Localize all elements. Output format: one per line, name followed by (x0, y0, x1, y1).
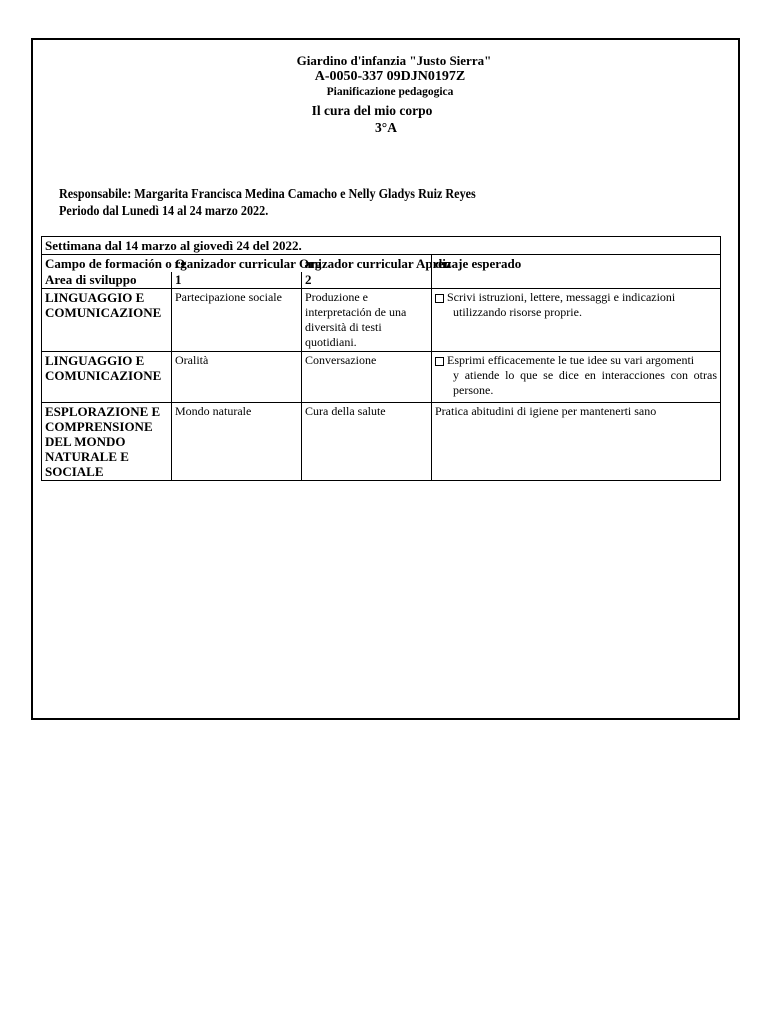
document-type: Pianificazione pedagogica (326, 86, 454, 98)
school-code: A-0050-337 09DJN0197Z (314, 69, 466, 84)
table-row (42, 352, 721, 403)
subheader-empty (432, 272, 721, 289)
row-organizador-1: Partecipazione sociale (172, 289, 302, 352)
table-header-row (42, 255, 721, 273)
row-area: LINGUAGGIO E COMUNICAZIONE (42, 352, 172, 403)
checkbox-bullet-icon (435, 294, 444, 303)
periodo-line: Periodo dal Lunedì 14 al 24 marzo 2022. (59, 203, 269, 218)
table-subheader-row (42, 272, 721, 289)
plan-topic: Il cura del mio corpo (311, 103, 433, 118)
header-aprendizaje: dizaje esperado (432, 255, 721, 273)
header-organizador-1: rganizador curricular Org (174, 256, 322, 271)
checkbox-bullet-icon (435, 357, 444, 366)
aprendizaje-line-1: Pratica abitudini di igiene per mantenerti sano (435, 404, 657, 418)
row-organizador-1: Oralità (172, 352, 302, 403)
row-area: LINGUAGGIO E COMUNICAZIONE (42, 289, 172, 352)
table-row (42, 403, 721, 481)
subheader-1: 1 (172, 272, 302, 289)
table-row (42, 289, 721, 352)
header-campo: Campo de formación o O (42, 255, 172, 273)
row-aprendizaje (432, 352, 721, 403)
row-aprendizaje (432, 289, 721, 352)
aprendizaje-line-2: utilizzando risorse proprie. (453, 305, 582, 319)
aprendizaje-line-1: Scrivi istruzioni, lettere, messaggi e indicazioni (447, 290, 676, 304)
aprendizaje-line-2: y atiende lo que se dice en interacciones con otras persone. (453, 368, 717, 397)
header-organizador-2: anizador curricular Apren (304, 256, 452, 271)
week-row (42, 237, 721, 255)
aprendizaje-line-1: Esprimi efficacemente le tue idee su vari argomenti (447, 353, 695, 367)
subheader-2: 2 (302, 272, 432, 289)
school-name: Giardino d'infanzia "Justo Sierra" (296, 53, 492, 68)
planning-table (41, 236, 721, 481)
row-organizador-2: Cura della salute (302, 403, 432, 481)
row-aprendizaje (432, 403, 721, 481)
row-area: ESPLORAZIONE E COMPRENSIONE DEL MONDO NATURALE E SOCIALE (42, 403, 172, 481)
row-organizador-2: Produzione e interpretación de una diversità di testi quotidiani. (302, 289, 432, 352)
row-organizador-1: Mondo naturale (172, 403, 302, 481)
class-group: 3°A (375, 120, 397, 135)
subheader-area: Area di sviluppo (42, 272, 172, 289)
responsabile-line: Responsabile: Margarita Francisca Medina Camacho e Nelly Gladys Ruiz Reyes (59, 186, 476, 201)
week-label: Settimana dal 14 marzo al giovedì 24 del 2022. (42, 237, 721, 255)
row-organizador-2: Conversazione (302, 352, 432, 403)
